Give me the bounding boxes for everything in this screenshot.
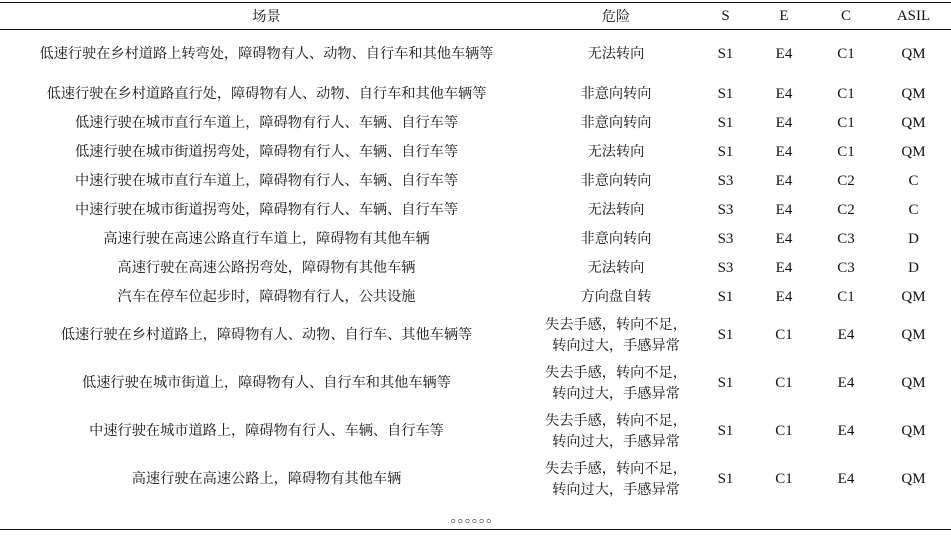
hazard-line: 失去手感，转向不足，	[545, 460, 687, 477]
table-row	[0, 138, 951, 167]
asil-cell: QM	[901, 85, 926, 102]
asil-cell: QM	[901, 143, 926, 160]
controllability-cell: C1	[837, 288, 855, 305]
hazard-line: 失去手感，转向不足，	[545, 364, 687, 381]
asil-cell: QM	[901, 471, 926, 487]
scene-cell: 低速行驶在城市街道拐弯处，障碍物有行人、车辆、自行车等	[74, 143, 459, 160]
table-row	[0, 167, 951, 196]
asil-cell: QM	[901, 46, 926, 63]
table-row	[0, 80, 951, 109]
scene-cell	[0, 30, 533, 80]
hazard-cell: 方向盘自转	[580, 288, 652, 305]
hazard-cell: 非意向转向	[580, 85, 652, 102]
scene-cell: 低速行驶在城市街道上，障碍物有人、自行车和其他车辆等	[82, 375, 451, 391]
scene-cell: 低速行驶在乡村道路上，障碍物有人、动物、自行车、其他车辆等	[60, 327, 473, 343]
hazard-cell	[533, 360, 699, 408]
hazard-cell: 无法转向	[587, 46, 645, 63]
scene-cell: 高速行驶在高速公路直行车道上，障碍物有其他车辆	[103, 230, 430, 247]
table-row	[0, 30, 951, 80]
scene-text: 低速行驶在乡村道路上转弯处，障碍物有人、动物、自行车和其他车辆等	[39, 46, 494, 63]
header-hazard: 危险	[601, 9, 631, 25]
exposure-cell: E4	[775, 259, 793, 276]
hazard-analysis-table	[0, 2, 951, 534]
table-row	[0, 312, 951, 360]
table-bottom-rule	[0, 529, 951, 530]
header-severity: S	[721, 7, 730, 24]
severity-cell: S1	[717, 423, 734, 439]
scene-cell: 低速行驶在城市直行车道上，障碍物有行人、车辆、自行车等	[74, 114, 459, 131]
exposure-cell: E4	[775, 288, 793, 305]
ellipsis-text: 。。。。。。	[450, 510, 501, 526]
header-controllability: C	[840, 7, 851, 24]
hazard-cell: 无法转向	[587, 201, 645, 218]
severity-cell: S1	[717, 471, 734, 487]
hazard-line: 失去手感，转向不足，	[545, 412, 687, 429]
controllability-cell: E4	[837, 327, 855, 343]
scene-cell: 低速行驶在乡村道路直行处，障碍物有人、动物、自行车和其他车辆等	[46, 85, 487, 102]
table-row	[0, 225, 951, 254]
table-row	[0, 196, 951, 225]
header-scene: 场景	[252, 9, 281, 25]
controllability-cell: C2	[837, 172, 855, 189]
exposure-cell: C1	[775, 423, 793, 439]
exposure-cell: E4	[775, 46, 793, 63]
controllability-cell: C3	[837, 230, 855, 247]
asil-cell: C	[908, 201, 919, 218]
hazard-cell: 非意向转向	[580, 114, 652, 131]
severity-cell: S1	[717, 143, 734, 160]
asil-cell: QM	[901, 288, 926, 305]
controllability-cell: C1	[837, 114, 855, 131]
exposure-cell: C1	[775, 327, 793, 343]
hazard-cell	[533, 312, 699, 360]
severity-cell: S3	[717, 230, 734, 247]
severity-cell: S1	[717, 114, 734, 131]
severity-cell: S1	[717, 85, 734, 102]
exposure-cell: E4	[775, 143, 793, 160]
table-row	[0, 283, 951, 312]
hazard-line: 转向过大，手感异常	[552, 481, 680, 498]
exposure-cell: E4	[775, 201, 793, 218]
hazard-cell	[533, 456, 699, 504]
severity-cell: S3	[717, 172, 734, 189]
scene-cell: 中速行驶在城市街道拐弯处，障碍物有行人、车辆、自行车等	[74, 201, 459, 218]
scene-cell: 汽车在停车位起步时，障碍物有行人，公共设施	[117, 288, 416, 305]
asil-cell: D	[908, 230, 919, 247]
exposure-cell: C1	[775, 471, 793, 487]
controllability-cell: C1	[837, 46, 855, 63]
severity-cell: S3	[717, 201, 734, 218]
asil-cell: QM	[901, 423, 926, 439]
header-asil: ASIL	[896, 7, 931, 24]
severity-cell: S1	[717, 375, 734, 391]
asil-cell: C	[908, 172, 919, 189]
severity-cell: S3	[717, 259, 734, 276]
hazard-line: 转向过大，手感异常	[552, 385, 680, 402]
scene-cell: 中速行驶在城市道路上，障碍物有行人、车辆、自行车等	[89, 423, 444, 439]
scene-cell: 中速行驶在城市直行车道上，障碍物有行人、车辆、自行车等	[74, 172, 459, 189]
asil-cell: QM	[901, 327, 926, 343]
exposure-cell: E4	[775, 230, 793, 247]
table-row	[0, 254, 951, 283]
severity-cell: S1	[717, 288, 734, 305]
hazard-cell	[533, 408, 699, 456]
scene-cell: 高速行驶在高速公路上，障碍物有其他车辆	[131, 471, 402, 487]
header-exposure: E	[779, 7, 789, 24]
exposure-cell: E4	[775, 85, 793, 102]
controllability-cell: C3	[837, 259, 855, 276]
asil-cell: QM	[901, 114, 926, 131]
severity-cell: S1	[717, 46, 734, 63]
controllability-cell: C2	[837, 201, 855, 218]
controllability-cell: E4	[837, 471, 855, 487]
table-row	[0, 109, 951, 138]
scene-cell: 高速行驶在高速公路拐弯处，障碍物有其他车辆	[117, 259, 416, 276]
table-row	[0, 456, 951, 504]
hazard-cell: 非意向转向	[580, 230, 652, 247]
exposure-cell: E4	[775, 114, 793, 131]
controllability-cell: C1	[837, 143, 855, 160]
hazard-line: 失去手感，转向不足，	[545, 316, 687, 333]
asil-cell: QM	[901, 375, 926, 391]
exposure-cell: E4	[775, 172, 793, 189]
controllability-cell: E4	[837, 375, 855, 391]
table-row	[0, 360, 951, 408]
table-row	[0, 408, 951, 456]
hazard-cell: 非意向转向	[580, 172, 652, 189]
severity-cell: S1	[717, 327, 734, 343]
asil-cell: D	[908, 259, 919, 276]
hazard-line: 转向过大，手感异常	[552, 337, 680, 354]
controllability-cell: C1	[837, 85, 855, 102]
hazard-line: 转向过大，手感异常	[552, 433, 680, 450]
header-row	[0, 3, 951, 30]
exposure-cell: C1	[775, 375, 793, 391]
hazard-cell: 无法转向	[587, 143, 645, 160]
controllability-cell: E4	[837, 423, 855, 439]
hazard-cell: 无法转向	[587, 259, 645, 276]
